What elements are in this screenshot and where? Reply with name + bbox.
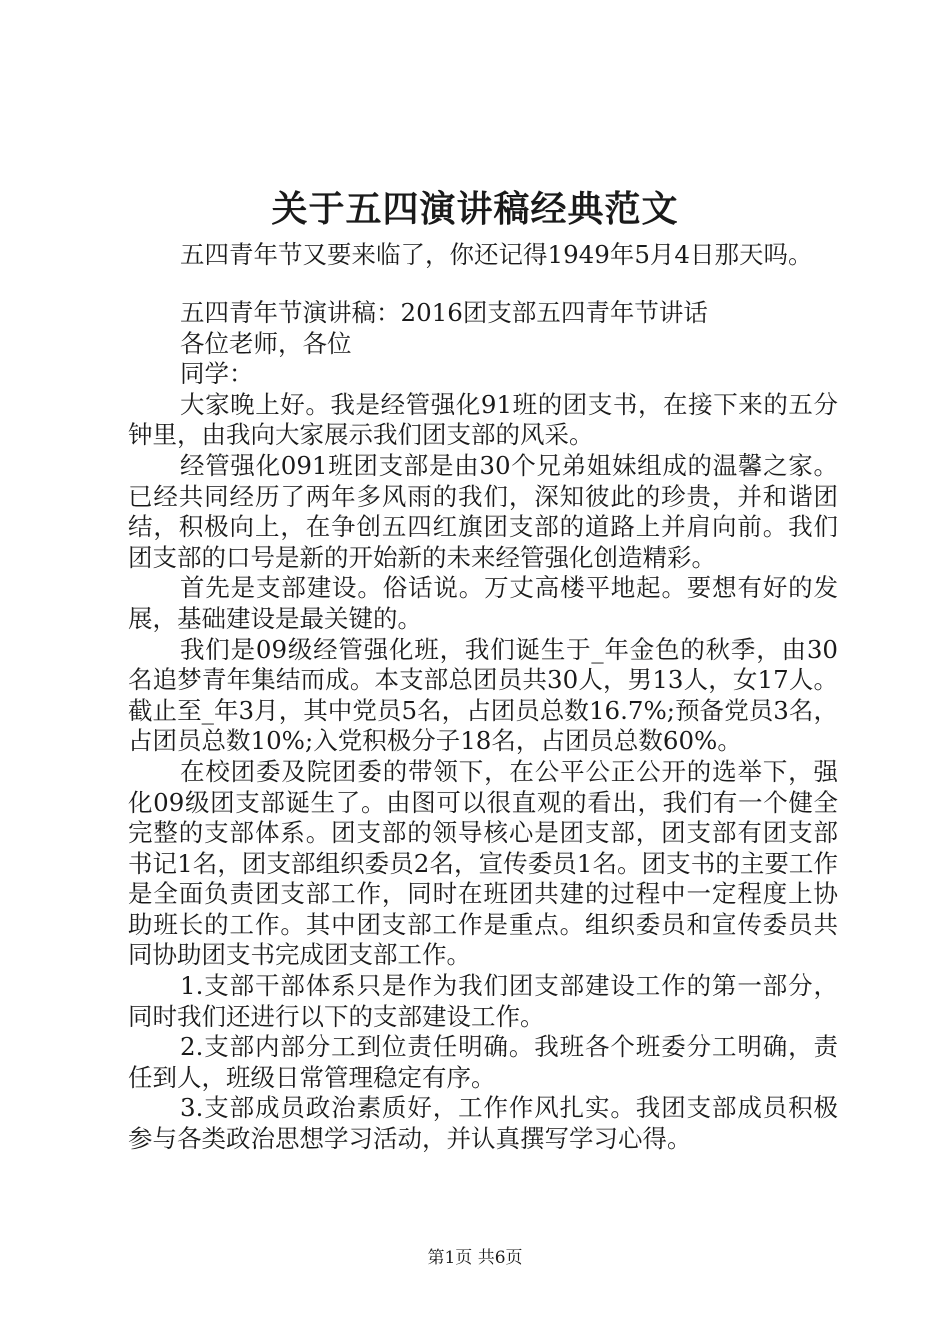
document-title: 关于五四演讲稿经典范文	[271, 188, 679, 230]
paragraph: 在校团委及院团委的带领下，在公平公正公开的选举下，强化09级团支部诞生了。由图可以很直观的看出，我们有一个健全完整的支部体系。团支部的领导核心是团支部，团支部有团支部书记1名，团支部组织委员2名，宣传委员1名。团支书的主要工作是全面负责团支部工作，同时在班团共建的过程中一定程度上协助班长的工作。其中团支部工作是重点。组织委员和宣传委员共同协助团支书完成团支部工作。	[128, 756, 838, 970]
list-item: 1.支部干部体系只是作为我们团支部建设工作的第一部分，同时我们还进行以下的支部建设工作。	[128, 971, 838, 1031]
paragraph: 大家晚上好。我是经管强化91班的团支书，在接下来的五分钟里，由我向大家展示我们团支部的风采。	[128, 389, 838, 450]
paragraph: 五四青年节演讲稿：2016团支部五四青年节讲话	[180, 298, 708, 327]
paragraph: 各位老师，各位	[180, 328, 352, 358]
list-item: 2.支部内部分工到位责任明确。我班各个班委分工明确，责任到人，班级日常管理稳定有序。	[128, 1032, 838, 1092]
paragraph: 我们是09级经管强化班，我们诞生于_年金色的秋季，由30名追梦青年集结而成。本支部总团员共30人，男13人，女17人。截止至_年3月，其中党员5名，占团员总数16.7%;预备党员3名，占团员总数10%;入党积极分子18名，占团员总数60%。	[128, 634, 838, 756]
paragraph: 同学：	[180, 359, 254, 389]
intro-paragraph: 五四青年节又要来临了，你还记得1949年5月4日那天吗。	[180, 240, 813, 269]
page-footer: 第1页 共6页	[427, 1248, 523, 1268]
list-item: 3.支部成员政治素质好，工作作风扎实。我团支部成员积极参与各类政治思想学习活动，并认真撰写学习心得。	[128, 1093, 838, 1154]
paragraph: 首先是支部建设。俗话说。万丈高楼平地起。要想有好的发展，基础建设是最关键的。	[128, 573, 838, 633]
document-body	[128, 298, 838, 1155]
paragraph: 经管强化091班团支部是由30个兄弟姐妹组成的温馨之家。已经共同经历了两年多风雨的我们，深知彼此的珍贵，并和谐团结，积极向上，在争创五四红旗团支部的道路上并肩向前。我们团支部的口号是新的开始新的未来经管强化创造精彩。	[128, 450, 838, 572]
